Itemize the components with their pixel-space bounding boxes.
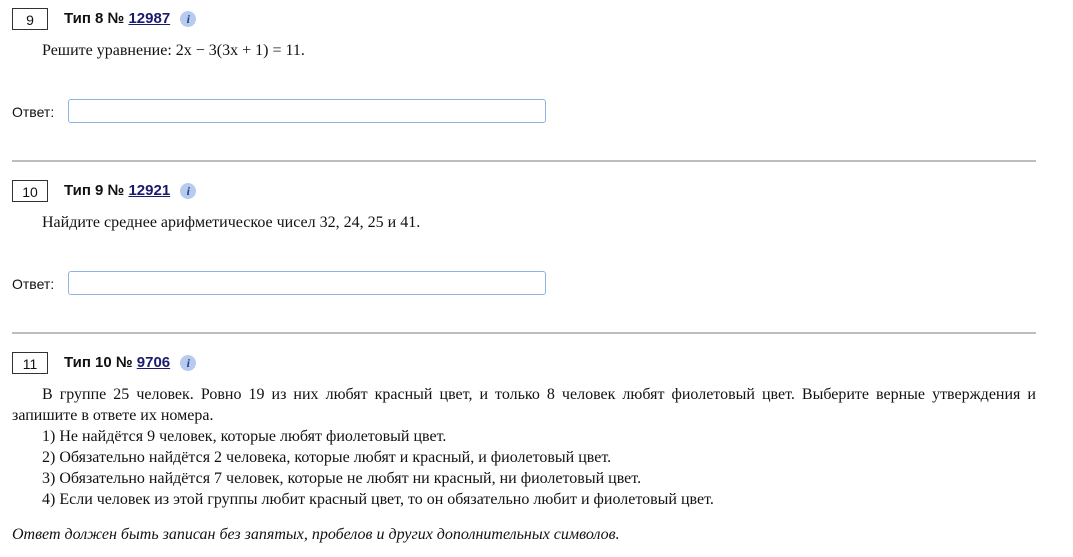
separator	[12, 160, 1036, 162]
task-number: 10	[12, 180, 48, 202]
task-type-label: Тип 8 № 12987 i	[64, 9, 196, 29]
info-icon[interactable]: i	[180, 183, 196, 199]
option-item: 1) Не найдётся 9 человек, которые любят фиолетовый цвет.	[42, 428, 447, 445]
answer-row-9	[12, 99, 612, 125]
answer-label: Ответ:	[12, 276, 55, 292]
task-id-link[interactable]: 12921	[128, 182, 171, 199]
answer-input-9[interactable]	[68, 99, 546, 123]
option-item: 4) Если человек из этой группы любит красный цвет, то он обязательно любит и фиолетовый цвет.	[42, 491, 714, 508]
separator	[12, 332, 1036, 334]
task-type-label: Тип 10 № 9706 i	[64, 353, 196, 373]
task-question: В группе 25 человек. Ровно 19 из них любят красный цвет, и только 8 человек любят фиолетовый цвет. Выберите верные утверждения и запишите в ответе их номера.	[12, 386, 1036, 424]
option-item: 3) Обязательно найдётся 7 человек, которые не любят ни красный, ни фиолетовый цвет.	[42, 470, 642, 487]
task-number: 9	[12, 8, 48, 30]
info-icon[interactable]: i	[180, 355, 196, 371]
options-list	[12, 426, 1036, 510]
option-item: 2) Обязательно найдётся 2 человека, которые любят и красный, и фиолетовый цвет.	[42, 449, 612, 466]
answer-format-note: Ответ должен быть записан без запятых, пробелов и других дополнительных символов.	[12, 526, 620, 543]
answer-input-10[interactable]	[68, 271, 546, 295]
task-header	[12, 352, 1036, 376]
task-type-label: Тип 9 № 12921 i	[64, 181, 196, 201]
task-10	[12, 180, 1036, 233]
task-question: Найдите среднее арифметическое чисел 32, 24, 25 и 41.	[42, 214, 421, 231]
task-id-link[interactable]: 12987	[128, 10, 171, 27]
task-question: Решите уравнение: 2x − 3(3x + 1) = 11.	[42, 42, 305, 59]
task-11	[12, 352, 1036, 510]
task-header	[12, 8, 1036, 32]
task-9	[12, 8, 1036, 61]
info-icon[interactable]: i	[180, 11, 196, 27]
answer-label: Ответ:	[12, 104, 55, 120]
task-id-link[interactable]: 9706	[136, 354, 171, 371]
task-header	[12, 180, 1036, 204]
answer-row-10	[12, 271, 612, 297]
task-number: 11	[12, 352, 48, 374]
